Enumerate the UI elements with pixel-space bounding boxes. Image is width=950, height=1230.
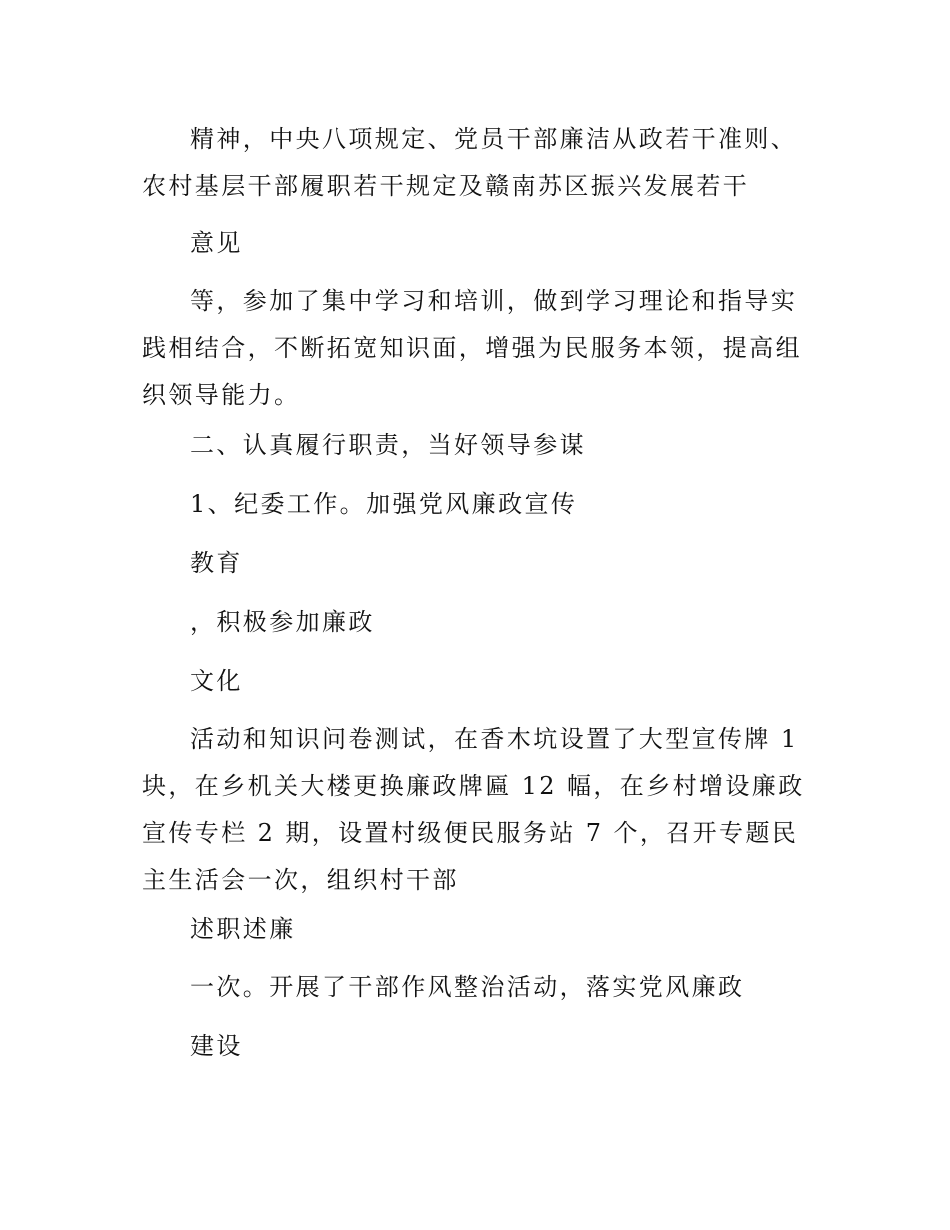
paragraph-9: 述职述廉 [190, 915, 296, 943]
section-heading: 二、认真履行职责，当好领导参谋 [190, 431, 586, 459]
paragraph-3: 等，参加了集中学习和培训，做到学习理论和指导实践相结合，不断拓宽知识面，增强为民服务本领，提高组织领导能力。 [142, 287, 802, 409]
paragraph-4: 1、纪委工作。加强党风廉政宣传 [190, 490, 578, 518]
paragraph-5: 教育 [190, 549, 243, 577]
paragraph-2: 意见 [190, 229, 243, 257]
paragraph-1: 精神，中央八项规定、党员干部廉洁从政若干准则、农村基层干部履职若干规定及赣南苏区振兴发展若干 [142, 125, 798, 200]
paragraph-6: ，积极参加廉政 [190, 608, 375, 636]
paragraph-8: 活动和知识问卷测试，在香木坑设置了大型宣传牌 1 块，在乡机关大楼更换廉政牌匾 12 幅，在乡村增设廉政宣传专栏 2 期，设置村级便民服务站 7 个，召开专题民主生活会一次，组织村干部 [142, 725, 805, 894]
paragraph-11: 建设 [190, 1032, 243, 1060]
paragraph-7: 文化 [190, 667, 243, 695]
paragraph-10: 一次。开展了干部作风整治活动，落实党风廉政 [190, 973, 745, 1001]
